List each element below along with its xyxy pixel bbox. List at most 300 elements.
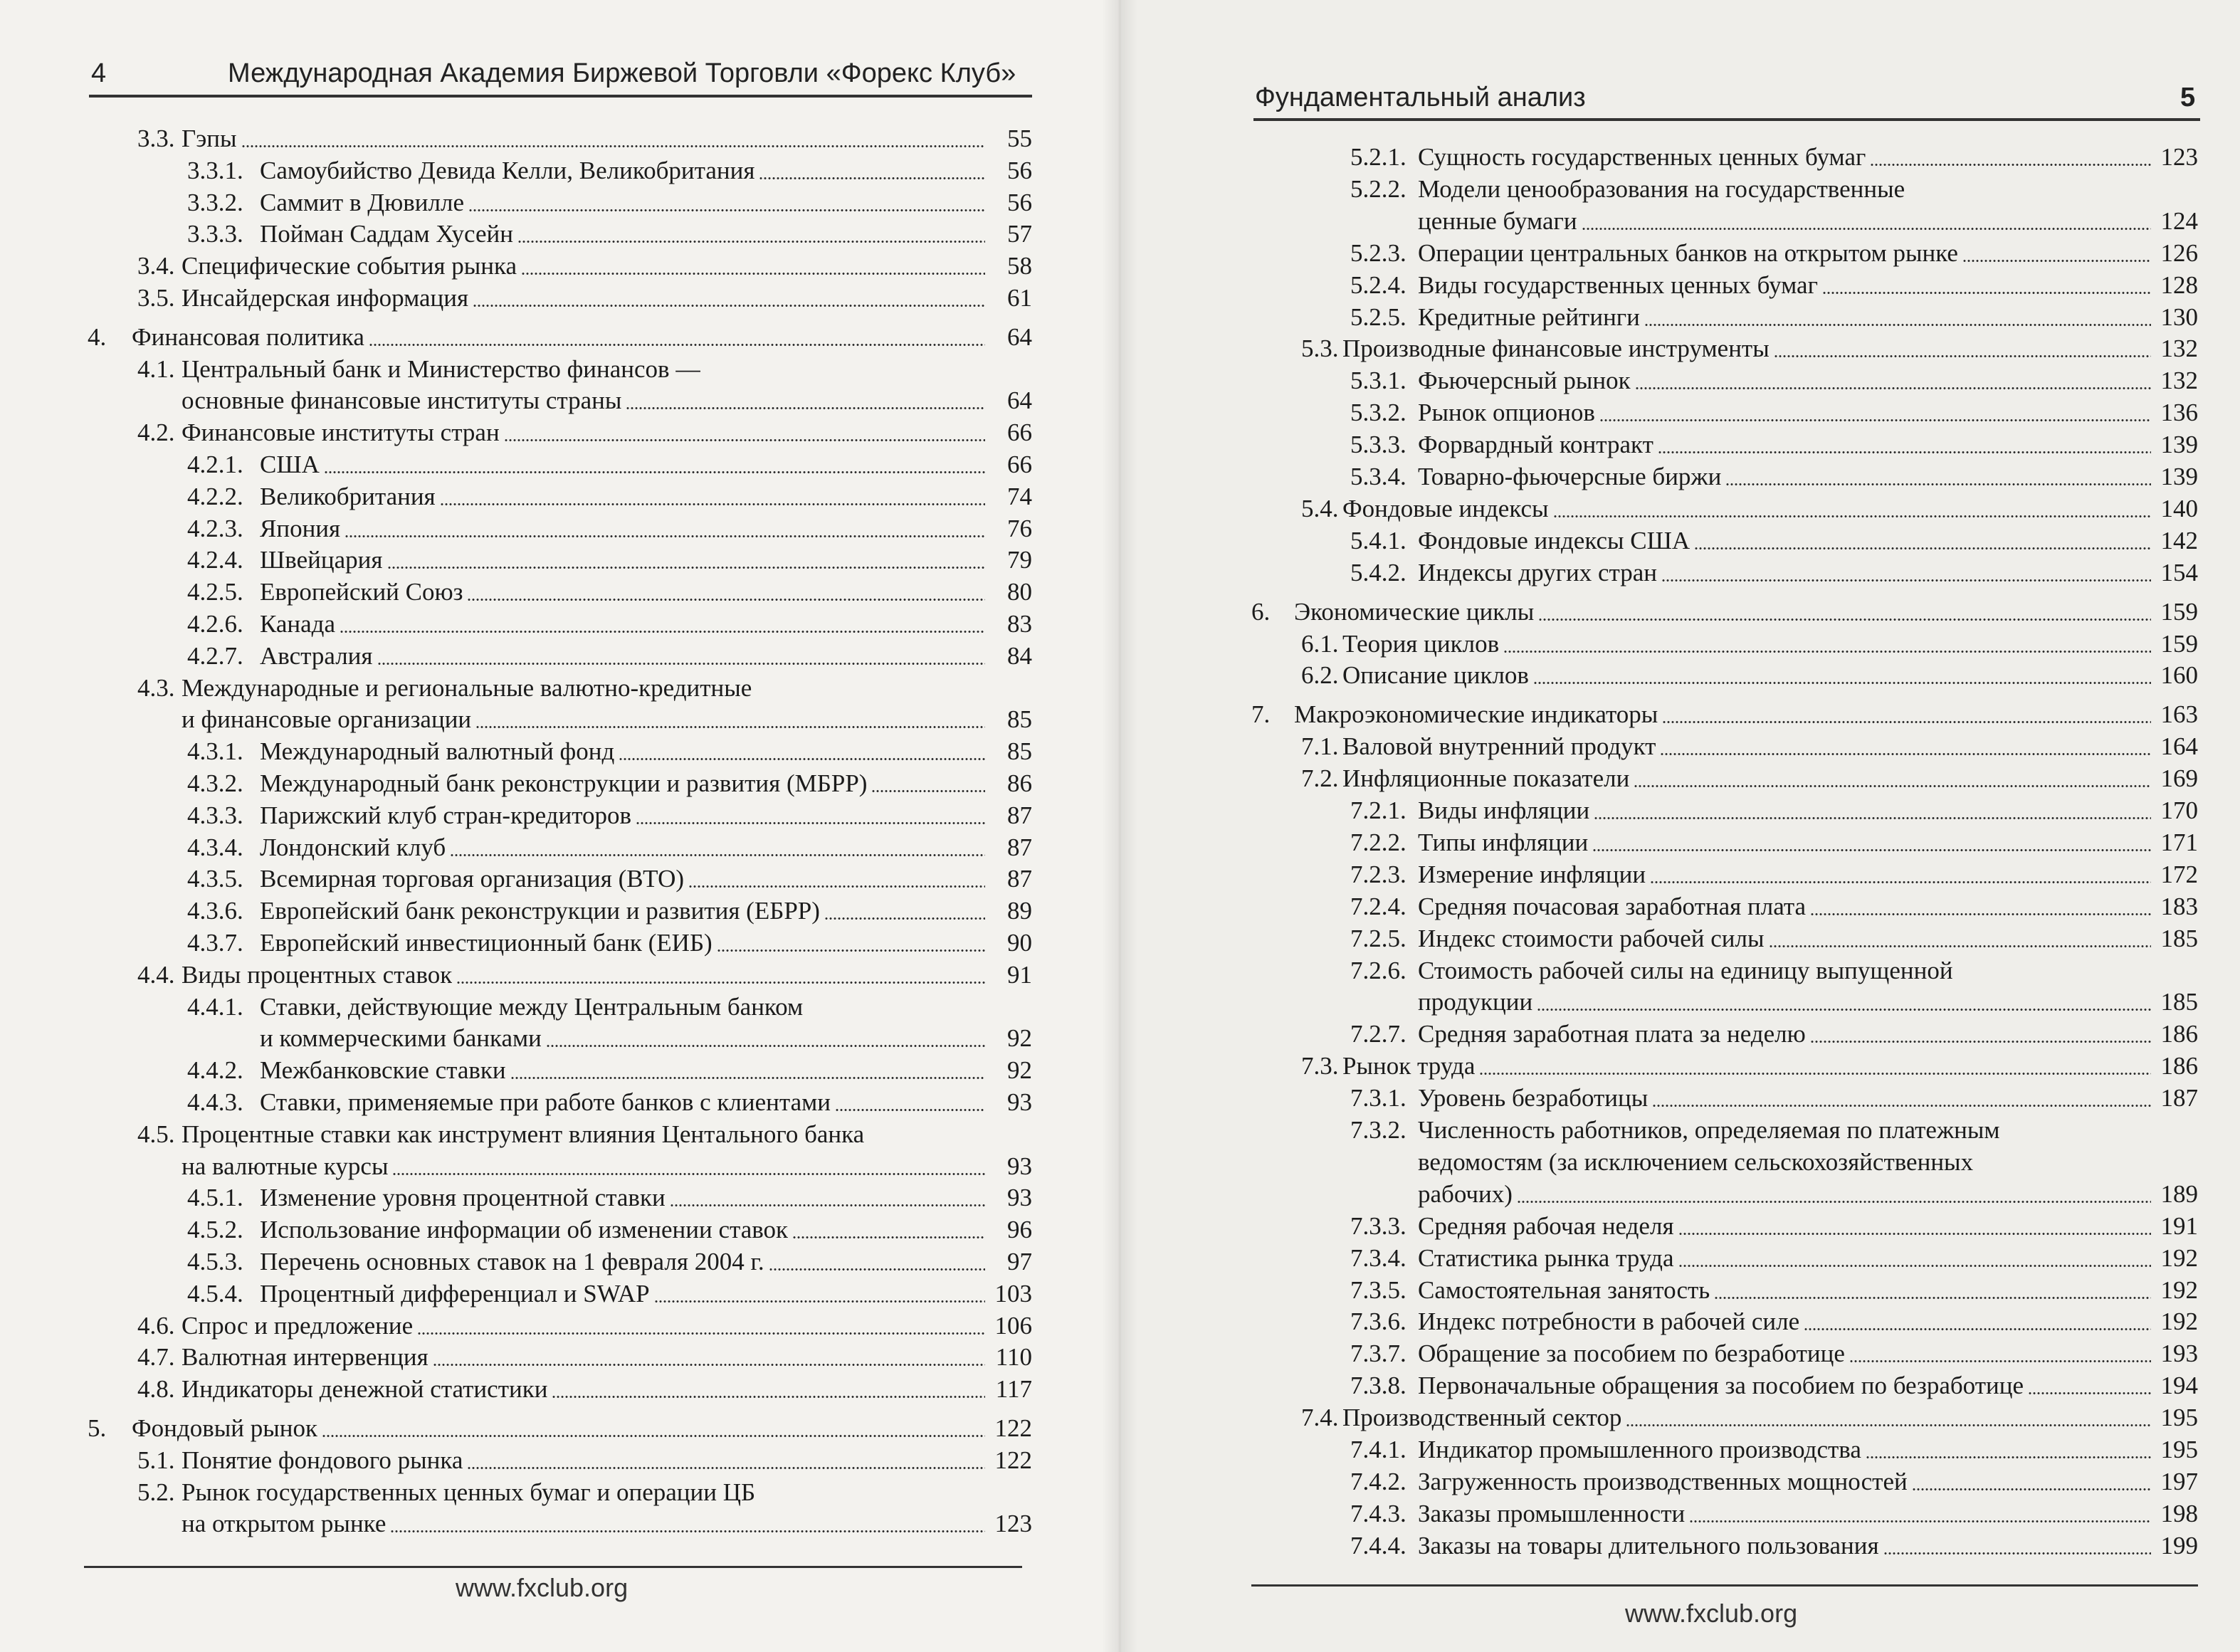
toc-entry-title: Рынок государственных ценных бумаг и операции ЦБ <box>182 1478 756 1506</box>
dot-leader <box>1660 752 2151 757</box>
toc-entry-title: продукции <box>1418 988 1533 1016</box>
toc-entry-title: Гэпы <box>182 125 237 152</box>
toc-entry <box>1251 1466 2198 1498</box>
toc-entry <box>85 576 1032 608</box>
toc-entry-number: 7.3.7. <box>1350 1340 1406 1368</box>
toc-entry-title: Фондовый рынок <box>132 1414 317 1442</box>
toc-entry-page: 122 <box>994 1446 1032 1474</box>
toc-entry <box>1251 659 2198 691</box>
toc-entry <box>1251 493 2198 525</box>
toc-entry-number: 4.7. <box>137 1343 175 1372</box>
toc-entry-number: 4.2. <box>137 419 175 447</box>
toc-entry-page: 197 <box>2160 1467 2198 1495</box>
dot-leader <box>1810 912 2151 917</box>
toc-entry-title: на валютные курсы <box>182 1152 389 1180</box>
toc-entry-page: 110 <box>995 1343 1032 1372</box>
toc-entry-page: 79 <box>1007 546 1032 574</box>
dot-leader <box>1635 386 2151 391</box>
dot-leader <box>456 980 985 985</box>
toc-entry-title: Самостоятельная занятость <box>1418 1275 1710 1304</box>
dot-leader <box>345 534 985 539</box>
toc-entry-title: Центральный банк и Министерство финансов — <box>182 354 701 383</box>
dot-leader <box>521 271 985 276</box>
toc-entry-number: 5. <box>88 1414 107 1442</box>
toc-entry <box>1251 826 2198 858</box>
dot-leader <box>377 661 986 666</box>
toc-entry-page: 56 <box>1007 156 1032 184</box>
toc-entry-page: 64 <box>1007 386 1032 415</box>
toc-entry-page: 87 <box>1007 833 1032 861</box>
toc-entry-title: Ставки, применяемые при работе банков с клиентами <box>260 1088 831 1116</box>
right-page <box>1120 0 2240 1652</box>
toc-entry <box>1251 557 2198 589</box>
toc-entry <box>1251 1530 2198 1562</box>
toc-entry-page: 87 <box>1007 865 1032 893</box>
toc-entry-title: рабочих) <box>1418 1179 1513 1208</box>
toc-entry-page: 183 <box>2160 892 2198 920</box>
dot-leader <box>1662 720 2151 725</box>
toc-entry-page: 61 <box>1007 284 1032 312</box>
toc-entry <box>85 544 1032 576</box>
toc-entry <box>1251 596 2198 628</box>
toc-entry-title: ценные бумаги <box>1418 206 1577 235</box>
toc-entry-title: Специфические события рынка <box>182 252 517 280</box>
dot-leader <box>835 1108 985 1112</box>
toc-entry-page: 103 <box>994 1279 1032 1308</box>
toc-entry-title: Индексы других стран <box>1418 558 1657 586</box>
dot-leader <box>473 303 985 308</box>
toc-entry-title: Европейский банк реконструкции и развития (ЕБРР) <box>260 897 820 925</box>
toc-entry-page: 56 <box>1007 188 1032 216</box>
toc-entry-title: Инфляционные показатели <box>1342 764 1630 793</box>
toc-entry-number: 7.2.2. <box>1350 828 1406 856</box>
toc-entry-page: 93 <box>1007 1152 1032 1180</box>
toc-entry-number: 5.4. <box>1301 494 1339 522</box>
toc-entry-page: 140 <box>2160 494 2198 522</box>
toc-entry <box>85 1508 1032 1540</box>
toc-entry <box>85 927 1032 959</box>
footer-rule <box>1251 1584 2198 1587</box>
toc-entry-title: Средняя рабочая неделя <box>1418 1211 1674 1240</box>
toc-entry <box>1251 1178 2198 1210</box>
dot-leader <box>468 208 985 213</box>
header-rule <box>89 95 1032 98</box>
toc-entry-number: 5.2.5. <box>1350 302 1406 331</box>
toc-entry-title: Виды государственных ценных бумаг <box>1418 270 1818 299</box>
toc-entry-number: 7.2.3. <box>1350 860 1406 888</box>
toc-entry-page: 84 <box>1007 641 1032 670</box>
dot-leader <box>1661 578 2151 583</box>
toc-entry-title: Перечень основных ставок на 1 февраля 2004 г. <box>260 1248 764 1275</box>
toc-entry-page: 85 <box>1007 705 1032 734</box>
toc-entry-page: 92 <box>1007 1056 1032 1085</box>
toc-entry <box>85 1341 1032 1373</box>
toc-entry-page: 185 <box>2160 988 2198 1016</box>
toc-entry-number: 5.3.1. <box>1350 367 1406 395</box>
dot-leader <box>504 438 985 443</box>
toc-entry-page: 64 <box>1007 322 1032 351</box>
toc-entry-number: 4.2.3. <box>187 514 243 542</box>
toc-entry <box>1251 269 2198 301</box>
footer-url: www.fxclub.org <box>456 1573 629 1602</box>
toc-entry-page: 87 <box>1007 801 1032 829</box>
toc-entry-page: 83 <box>1007 610 1032 638</box>
toc-entry <box>1251 1305 2198 1337</box>
toc-entry <box>1251 954 2198 987</box>
toc-entry-page: 154 <box>2160 558 2198 586</box>
toc-entry-page: 91 <box>1007 960 1032 989</box>
toc-entry <box>1251 698 2198 730</box>
toc-entry <box>1251 1242 2198 1274</box>
toc-entry <box>1251 794 2198 826</box>
toc-entry-title: Сущность государственных ценных бумаг <box>1418 143 1866 171</box>
toc-entry-number: 4.2.4. <box>187 546 243 574</box>
toc-entry <box>85 512 1032 544</box>
toc-entry <box>1251 1146 2198 1178</box>
toc-entry-number: 4.3.4. <box>187 833 243 861</box>
dot-leader <box>1479 1071 2151 1076</box>
toc-entry-title: Модели ценообразования на государственные <box>1418 174 1905 203</box>
toc-entry-page: 136 <box>2160 399 2198 427</box>
toc-entry-title: США <box>260 451 320 478</box>
toc-entry <box>85 384 1032 416</box>
footer-url: www.fxclub.org <box>1625 1599 1798 1628</box>
toc-entry-title: Форвардный контракт <box>1418 431 1653 459</box>
toc-entry <box>1251 1433 2198 1466</box>
toc-entry-number: 4.2.5. <box>187 578 243 606</box>
dot-leader <box>670 1203 985 1208</box>
toc-entry-page: 191 <box>2160 1211 2198 1240</box>
header-rule <box>1253 118 2200 121</box>
toc-entry-number: 6.1. <box>1301 629 1339 658</box>
toc-entry-page: 192 <box>2160 1275 2198 1304</box>
toc-entry-title: Швейцария <box>260 546 383 574</box>
toc-entry-number: 7.4.3. <box>1350 1499 1406 1527</box>
dot-leader <box>450 853 985 858</box>
dot-leader <box>1912 1487 2151 1492</box>
toc-entry-page: 192 <box>2160 1308 2198 1336</box>
toc-entry <box>85 1118 1032 1150</box>
toc-entry-number: 4.3.3. <box>187 801 243 829</box>
toc-entry <box>85 353 1032 385</box>
toc-entry-page: 86 <box>1007 769 1032 797</box>
toc-entry <box>1251 1401 2198 1433</box>
toc-entry-number: 4.4.1. <box>187 992 243 1021</box>
toc-entry <box>1251 428 2198 461</box>
toc-entry <box>1251 762 2198 794</box>
toc-entry-page: 90 <box>1007 929 1032 957</box>
toc-entry-number: 7.3.8. <box>1350 1372 1406 1400</box>
toc-entry-title: Уровень безработицы <box>1418 1084 1649 1112</box>
toc-entry-title: Стоимость рабочей силы на единицу выпущенной <box>1418 956 1953 984</box>
dot-leader <box>1694 546 2151 551</box>
toc-entry <box>1251 141 2198 173</box>
toc-entry <box>85 1476 1032 1508</box>
toc-entry <box>1251 364 2198 396</box>
toc-entry-number: 5.3. <box>1301 335 1339 363</box>
toc-entry <box>85 1086 1032 1118</box>
toc-entry <box>85 1278 1032 1310</box>
toc-entry-number: 4.2.7. <box>187 641 243 670</box>
dot-leader <box>324 470 985 475</box>
toc-entry-title: Международный банк реконструкции и развития (МБРР) <box>260 769 868 797</box>
dot-leader <box>1804 1327 2151 1332</box>
toc-entry-title: Производные финансовые инструменты <box>1342 335 1770 363</box>
toc-entry-number: 4.5.2. <box>187 1216 243 1244</box>
toc-entry <box>85 1412 1032 1444</box>
toc-entry <box>85 895 1032 927</box>
toc-entry <box>85 1214 1032 1246</box>
toc-entry-title: основные финансовые институты страны <box>182 386 622 415</box>
toc-entry-page: 117 <box>995 1375 1032 1404</box>
toc-entry-title: Измерение инфляции <box>1418 860 1646 888</box>
toc-entry <box>85 767 1032 799</box>
toc-list <box>85 122 1032 1546</box>
dot-leader <box>475 725 985 730</box>
toc-entry <box>1251 1082 2198 1114</box>
toc-entry-number: 4.4.3. <box>187 1088 243 1116</box>
toc-entry-number: 4.1. <box>137 354 175 383</box>
dot-leader <box>1644 322 2151 327</box>
dot-leader <box>1689 1519 2151 1524</box>
toc-entry-title: Операции центральных банков на открытом рынке <box>1418 238 1958 267</box>
toc-entry-page: 97 <box>1007 1248 1032 1275</box>
toc-entry-title: Валовой внутренний продукт <box>1342 732 1656 761</box>
toc-entry-title: Валютная интервенция <box>182 1343 428 1372</box>
toc-entry <box>85 1182 1032 1214</box>
toc-entry-number: 7.1. <box>1301 732 1339 761</box>
toc-list <box>1251 141 2198 1564</box>
toc-entry <box>1251 1050 2198 1082</box>
toc-entry-number: 3.4. <box>137 252 175 280</box>
toc-entry-page: 142 <box>2160 526 2198 554</box>
toc-entry-title: Инсайдерская информация <box>182 284 469 312</box>
toc-entry <box>85 480 1032 512</box>
toc-entry-title: ведомостям (за исключением сельскохозяйственных <box>1418 1147 1974 1176</box>
dot-leader <box>1634 784 2151 789</box>
toc-entry-number: 4.4.2. <box>187 1056 243 1085</box>
dot-leader <box>688 884 985 889</box>
toc-entry-page: 160 <box>2160 661 2198 690</box>
toc-entry-page: 171 <box>2160 828 2198 856</box>
toc-entry-number: 4.2.1. <box>187 451 243 478</box>
toc-entry <box>1251 1114 2198 1146</box>
toc-entry <box>85 448 1032 480</box>
toc-entry-title: Изменение уровня процентной ставки <box>260 1184 666 1212</box>
toc-entry-page: 123 <box>2160 143 2198 171</box>
toc-entry-title: Индекс стоимости рабочей силы <box>1418 924 1765 952</box>
toc-entry-page: 106 <box>994 1311 1032 1340</box>
toc-entry-number: 3.3.3. <box>187 220 243 248</box>
dot-leader <box>390 1529 985 1534</box>
toc-entry-page: 132 <box>2160 367 2198 395</box>
toc-entry-page: 124 <box>2160 206 2198 235</box>
dot-leader <box>1592 848 2151 853</box>
toc-entry <box>1251 1498 2198 1530</box>
dot-leader <box>1714 1295 2151 1300</box>
toc-entry <box>1251 205 2198 237</box>
toc-entry-title: Теория циклов <box>1342 629 1500 658</box>
toc-entry <box>85 186 1032 219</box>
toc-entry <box>1251 986 2198 1018</box>
toc-entry <box>85 1373 1032 1405</box>
toc-entry-title: Европейский Союз <box>260 578 463 606</box>
toc-entry <box>85 735 1032 767</box>
toc-entry-number: 7.2.5. <box>1350 924 1406 952</box>
toc-entry-number: 7.3. <box>1301 1052 1339 1080</box>
toc-entry-title: Всемирная торговая организация (ВТО) <box>260 865 685 893</box>
toc-entry <box>85 1054 1032 1086</box>
toc-entry-title: Финансовая политика <box>132 322 364 351</box>
toc-entry-page: 96 <box>1007 1216 1032 1244</box>
toc-entry-title: Индикаторы денежной статистики <box>182 1375 548 1404</box>
toc-entry-title: Пойман Саддам Хусейн <box>260 220 514 248</box>
toc-entry-number: 6. <box>1251 597 1271 626</box>
toc-entry-title: Понятие фондового рынка <box>182 1446 463 1474</box>
dot-leader <box>1599 418 2151 423</box>
toc-entry-title: Индикатор промышленного производства <box>1418 1436 1861 1463</box>
toc-entry-number: 4.2.2. <box>187 482 243 510</box>
toc-entry-number: 4.3.5. <box>187 865 243 893</box>
dot-leader <box>619 757 985 762</box>
toc-entry-title: Статистика рынка труда <box>1418 1243 1674 1272</box>
toc-entry <box>1251 301 2198 333</box>
toc-entry <box>1251 628 2198 660</box>
toc-entry-title: Япония <box>260 514 341 542</box>
dot-leader <box>1810 1039 2151 1044</box>
dot-leader <box>1725 482 2151 487</box>
dot-leader <box>517 239 985 244</box>
toc-entry-number: 7.2. <box>1301 764 1339 793</box>
toc-entry-title: Средняя заработная плата за неделю <box>1418 1020 1806 1048</box>
toc-entry-number: 7.4.4. <box>1350 1531 1406 1559</box>
toc-entry-title: Лондонский клуб <box>260 833 446 861</box>
toc-entry-number: 4.3. <box>137 673 175 702</box>
running-header: Фундаментальный анализ <box>1255 83 1586 112</box>
toc-entry-number: 4.3.7. <box>187 929 243 957</box>
dot-leader <box>654 1299 985 1304</box>
dot-leader <box>433 1362 985 1367</box>
toc-entry-page: 195 <box>2160 1436 2198 1463</box>
dot-leader <box>1503 649 2151 654</box>
toc-entry-title: Использование информации об изменении ставок <box>260 1216 789 1244</box>
dot-leader <box>340 629 985 634</box>
toc-entry-page: 187 <box>2160 1084 2198 1112</box>
toc-entry <box>85 122 1032 154</box>
toc-entry-number: 4.5. <box>137 1120 175 1148</box>
toc-entry-page: 132 <box>2160 335 2198 363</box>
toc-entry <box>85 831 1032 863</box>
toc-entry <box>85 863 1032 895</box>
toc-entry-title: Саммит в Дювилле <box>260 188 464 216</box>
book-gutter <box>1102 0 1137 1652</box>
toc-entry-title: Рынок опционов <box>1418 399 1595 427</box>
toc-entry-page: 74 <box>1007 482 1032 510</box>
dot-leader <box>717 948 985 953</box>
toc-entry-number: 4.6. <box>137 1311 175 1340</box>
toc-entry-number: 7.2.7. <box>1350 1020 1406 1048</box>
toc-entry <box>1251 1369 2198 1401</box>
toc-entry-title: Производственный сектор <box>1342 1404 1622 1432</box>
toc-entry-page: 139 <box>2160 431 2198 459</box>
dot-leader <box>546 1043 985 1048</box>
toc-entry-title: Обращение за пособием по безработице <box>1418 1340 1845 1368</box>
toc-entry-page: 66 <box>1007 419 1032 447</box>
toc-entry-page: 122 <box>994 1414 1032 1442</box>
toc-entry-number: 7.2.1. <box>1350 796 1406 824</box>
toc-entry <box>85 608 1032 640</box>
toc-entry <box>85 1310 1032 1342</box>
dot-leader <box>1870 162 2151 167</box>
toc-entry-number: 7.2.6. <box>1350 956 1406 984</box>
toc-entry-page: 172 <box>2160 860 2198 888</box>
toc-entry-title: Австралия <box>260 641 373 670</box>
toc-entry <box>85 218 1032 250</box>
dot-leader <box>241 144 985 149</box>
toc-entry <box>1251 922 2198 954</box>
dot-leader <box>1962 258 2151 263</box>
toc-entry <box>85 154 1032 186</box>
toc-entry-title: Парижский клуб стран-кредиторов <box>260 801 632 829</box>
dot-leader <box>369 342 985 347</box>
toc-entry-title: Канада <box>260 610 336 638</box>
dot-leader <box>636 821 985 826</box>
dot-leader <box>1883 1551 2151 1556</box>
toc-entry-page: 189 <box>2160 1179 2198 1208</box>
toc-entry-title: Типы инфляции <box>1418 828 1589 856</box>
dot-leader <box>440 502 985 507</box>
toc-entry-page: 163 <box>2160 700 2198 729</box>
toc-entry-number: 5.2.3. <box>1350 238 1406 267</box>
dot-leader <box>1553 514 2151 519</box>
toc-entry-number: 5.4.2. <box>1350 558 1406 586</box>
toc-entry-title: Великобритания <box>260 482 436 510</box>
toc-entry-number: 5.1. <box>137 1446 175 1474</box>
dot-leader <box>1658 450 2151 455</box>
toc-entry-page: 66 <box>1007 451 1032 478</box>
toc-entry-page: 186 <box>2160 1052 2198 1080</box>
toc-entry <box>85 250 1032 282</box>
toc-entry-title: Международные и региональные валютно-кредитные <box>182 673 752 702</box>
toc-entry-page: 76 <box>1007 514 1032 542</box>
toc-entry-title: Рынок труда <box>1342 1052 1476 1080</box>
toc-entry-number: 5.2.1. <box>1350 143 1406 171</box>
dot-leader <box>1678 1263 2152 1268</box>
toc-entry-number: 7.2.4. <box>1350 892 1406 920</box>
toc-entry-number: 4.3.6. <box>187 897 243 925</box>
toc-entry-number: 3.3. <box>137 125 175 152</box>
toc-entry <box>85 1246 1032 1278</box>
dot-leader <box>1652 1103 2151 1108</box>
toc-entry-title: Средняя почасовая заработная плата <box>1418 892 1807 920</box>
toc-entry-title: Виды процентных ставок <box>182 960 453 989</box>
toc-entry-page: 80 <box>1007 578 1032 606</box>
toc-entry-number: 4.5.1. <box>187 1184 243 1212</box>
toc-entry <box>1251 525 2198 557</box>
toc-entry-title: Финансовые институты стран <box>182 419 500 447</box>
toc-entry-number: 4.4. <box>137 960 175 989</box>
toc-entry-number: 7. <box>1251 700 1271 729</box>
toc-entry-title: Индекс потребности в рабочей силе <box>1418 1308 1800 1336</box>
toc-entry-page: 159 <box>2160 629 2198 658</box>
toc-entry-title: Макроэкономические индикаторы <box>1294 700 1658 729</box>
toc-entry-number: 3.3.2. <box>187 188 243 216</box>
toc-entry-number: 4.2.6. <box>187 610 243 638</box>
toc-entry-title: Загруженность производственных мощностей <box>1418 1467 1908 1495</box>
toc-entry-number: 6.2. <box>1301 661 1339 690</box>
toc-entry-page: 169 <box>2160 764 2198 793</box>
toc-entry-number: 7.3.1. <box>1350 1084 1406 1112</box>
